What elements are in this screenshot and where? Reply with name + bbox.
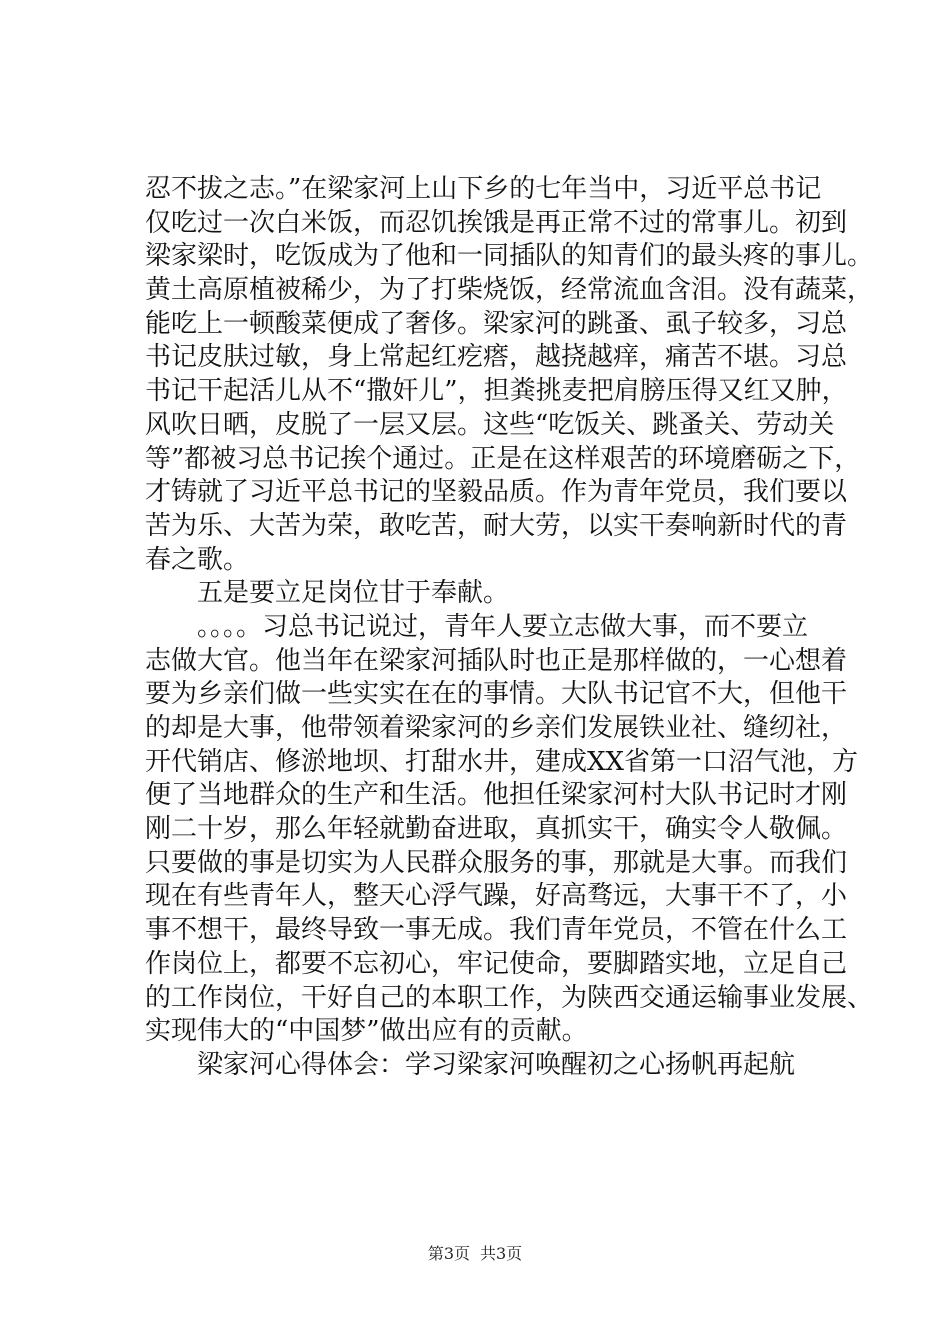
text-line: 事不想干，最终导致一事无成。我们青年党员，不管在什么工 <box>145 915 848 946</box>
page-footer <box>0 1244 950 1264</box>
text-line: 只要做的事是切实为人民群众服务的事，那就是大事。而我们 <box>145 847 848 878</box>
text-line: 书记干起活儿从不“撒奸儿”，担粪挑麦把肩膀压得又红又肿， <box>145 376 848 407</box>
text-line: 要为乡亲们做一些实实在在的事情。大队书记官不大，但他干 <box>145 679 848 710</box>
text-line: 风吹日晒，皮脱了一层又层。这些“吃饭关、跳蚤关、劳动关 <box>145 409 835 440</box>
text-line: 实现伟大的“中国梦”做出应有的贡献。 <box>145 1016 588 1047</box>
section-heading: 五是要立足岗位甘于奉献。 <box>197 578 510 609</box>
text-line: 作岗位上，都要不忘初心，牢记使命，要脚踏实地，立足自己 <box>145 948 848 979</box>
text-line: 忍不拔之志。”在梁家河上山下乡的七年当中，习近平总书记 <box>145 174 822 204</box>
page-total: 共3页 <box>480 1244 523 1263</box>
page-number: 第3页 <box>427 1244 470 1263</box>
text-line: 等”都被习总书记挨个通过。正是在这样艰苦的环境磨砺之下， <box>145 443 861 474</box>
text-line: 才铸就了习近平总书记的坚毅品质。作为青年党员，我们要以 <box>145 477 848 508</box>
text-line: 春之歌。 <box>145 544 250 575</box>
text-line: 。。。。习总书记说过，青年人要立志做大事，而不要立 <box>197 611 809 642</box>
text-line: 黄土高原植被稀少，为了打柴烧饭，经常流血含泪。没有蔬菜， <box>145 275 874 306</box>
text-line: 书记皮肤过敏，身上常起红疙瘩，越挠越痒，痛苦不堪。习总 <box>145 342 848 373</box>
closing-title: 梁家河心得体会：学习梁家河唤醒初之心扬帆再起航 <box>197 1049 796 1080</box>
text-line: 的工作岗位，干好自己的本职工作，为陕西交通运输事业发展、 <box>145 982 874 1013</box>
text-line: 便了当地群众的生产和生活。他担任梁家河村大队书记时才刚 <box>145 780 848 811</box>
text-line: 的却是大事，他带领着梁家河的乡亲们发展铁业社、缝纫社， <box>145 713 848 743</box>
text-line: 能吃上一顿酸菜便成了奢侈。梁家河的跳蚤、虱子较多，习总 <box>145 308 848 339</box>
text-line: 苦为乐、大苦为荣，敢吃苦，耐大劳，以实干奏响新时代的青 <box>145 510 848 541</box>
text-line: 志做大官。他当年在梁家河插队时也正是那样做的，一心想着 <box>145 645 848 676</box>
text-line: 开代销店、修淤地坝、打甜水井，建成XX省第一口沼气池，方 <box>145 746 859 777</box>
text-line: 刚二十岁，那么年轻就勤奋进取，真抓实干，确实令人敬佩。 <box>145 814 848 845</box>
document-body <box>145 173 874 1083</box>
text-line: 仅吃过一次白米饭，而忍饥挨饿是再正常不过的常事儿。初到 <box>145 207 848 238</box>
text-line: 梁家梁时，吃饭成为了他和一同插队的知青们的最头疼的事儿。 <box>145 241 874 272</box>
text-line: 现在有些青年人，整天心浮气躁，好高骛远，大事干不了，小 <box>145 881 848 912</box>
